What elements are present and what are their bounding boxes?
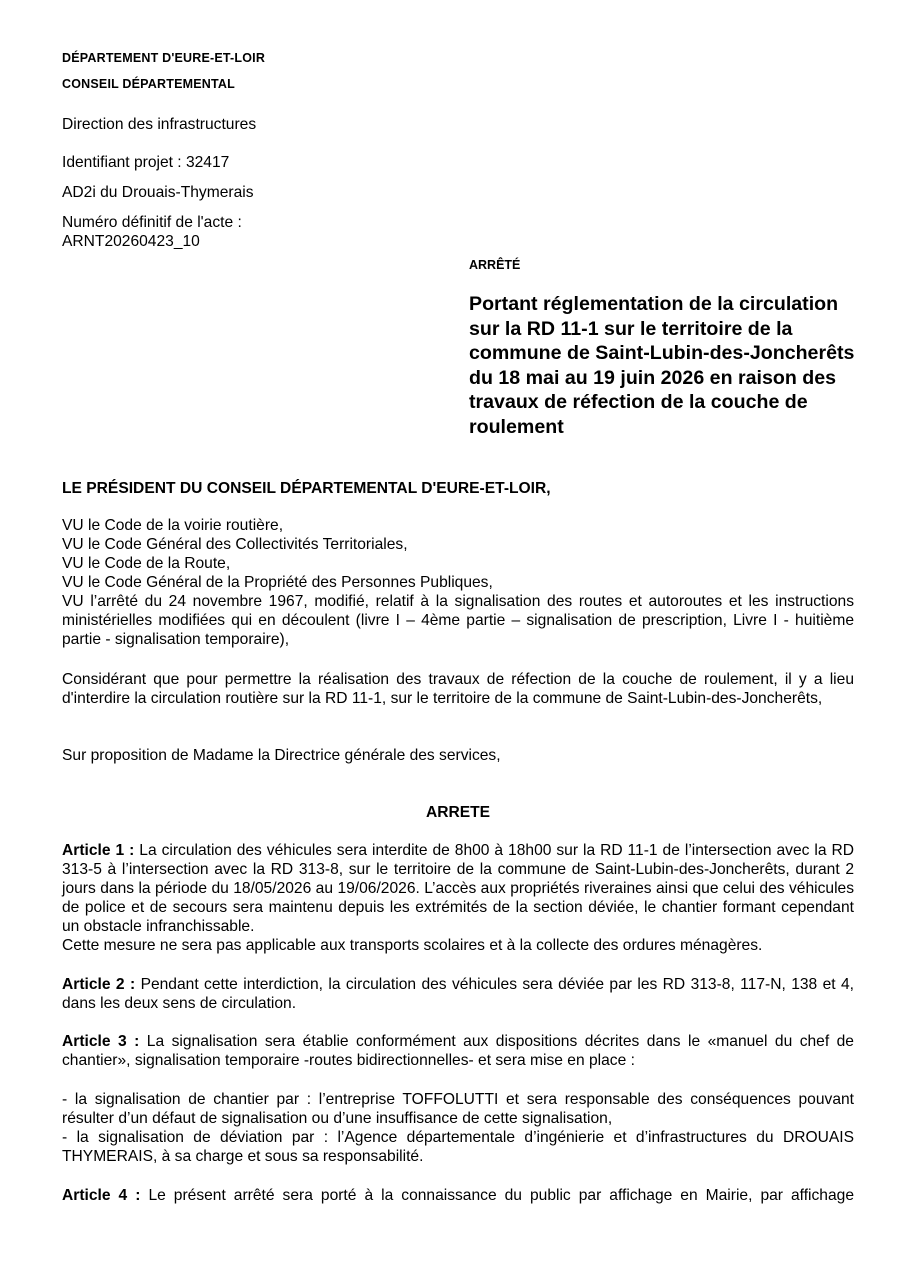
visa-item: VU le Code de la voirie routière, [62, 517, 284, 534]
visas-block [62, 516, 854, 649]
president-heading: LE PRÉSIDENT DU CONSEIL DÉPARTEMENTAL D'EURE-ET-LOIR, [62, 480, 551, 497]
agency-name: AD2i du Drouais-Thymerais [62, 184, 254, 201]
act-number-label: Numéro définitif de l'acte : [62, 214, 242, 231]
article-3-text: La signalisation sera établie conformément aux dispositions décrites dans le «manuel du chef de chantier», signalisation temporaire -routes bidirectionnelles- et sera mise en place : [62, 1033, 854, 1069]
considering-paragraph: Considérant que pour permettre la réalisation des travaux de réfection de la couche de roulement, il y a lieu d'interdire la circulation routière sur la RD 11-1, sur le territoire de la commune de Saint-Lubin-des-Joncherêts, [62, 671, 854, 707]
article-4-text: Le présent arrêté sera porté à la connaissance du public par affichage en Mairie, par affichage [148, 1187, 854, 1204]
council-name: CONSEIL DÉPARTEMENTAL [62, 77, 235, 91]
article-4 [62, 1186, 854, 1205]
article-1-text: La circulation des véhicules sera interdite de 8h00 à 18h00 sur la RD 11-1 de l’intersection avec la RD 313-5 à l’intersection avec la RD 313-8, sur le territoire de la commune de Saint-Lubin-des-Joncherêts, durant 2 jours dans la période du 18/05/2026 au 19/06/2026. L’accès aux propriétés riveraines ainsi que celui des véhicules de police et de secours sera maintenu depuis les extrémités de la section déviée, le chantier formant cependant un obstacle infranchissable. [62, 842, 854, 935]
visa-item: VU le Code de la Route, [62, 555, 231, 572]
article-3-label: Article 3 : [62, 1033, 140, 1050]
decree-label: ARRÊTÉ [469, 258, 521, 272]
article-1-label: Article 1 : [62, 842, 135, 859]
article-2 [62, 975, 854, 1013]
proposal-paragraph: Sur proposition de Madame la Directrice générale des services, [62, 747, 501, 764]
visa-item: VU le Code Général des Collectivités Territoriales, [62, 536, 408, 553]
decree-title: Portant réglementation de la circulation sur la RD 11-1 sur le territoire de la commune de Saint-Lubin-des-Joncherêts du 18 mai au 19 juin 2026 en raison des travaux de réfection de la couche de roulement [469, 293, 855, 438]
article-2-label: Article 2 : [62, 976, 136, 993]
article-2-text: Pendant cette interdiction, la circulation des véhicules sera déviée par les RD 313-8, 117-N, 138 et 4, dans les deux sens de circulation. [62, 976, 854, 1012]
article-1-extra: Cette mesure ne sera pas applicable aux transports scolaires et à la collecte des ordures ménagères. [62, 937, 763, 954]
article-3-items [62, 1090, 854, 1166]
arrete-heading: ARRETE [425, 804, 491, 821]
project-id: Identifiant projet : 32417 [62, 154, 230, 171]
article-3 [62, 1032, 854, 1070]
direction-label: Direction des infrastructures [62, 116, 257, 133]
article-1 [62, 841, 854, 955]
article-4-label: Article 4 : [62, 1187, 141, 1204]
article-3-item: - la signalisation de déviation par : l’Agence départementale d’ingénierie et d’infrastructures du DROUAIS THYMERAIS, à sa charge et sous sa responsabilité. [62, 1129, 854, 1165]
department-name: DÉPARTEMENT D'EURE-ET-LOIR [62, 51, 266, 65]
act-number: ARNT20260423_10 [62, 233, 200, 250]
visa-item: VU le Code Général de la Propriété des Personnes Publiques, [62, 574, 493, 591]
article-3-item: - la signalisation de chantier par : l’entreprise TOFFOLUTTI et sera responsable des conséquences pouvant résulter d’un défaut de signalisation ou d’une insuffisance de cette signalisation, [62, 1091, 854, 1127]
visa-item: VU l’arrêté du 24 novembre 1967, modifié, relatif à la signalisation des routes et autoroutes et les instructions ministérielles modifiées qui en découlent (livre I – 4ème partie – signalisation de prescription, Livre I - huitième partie - signalisation temporaire), [62, 593, 854, 648]
